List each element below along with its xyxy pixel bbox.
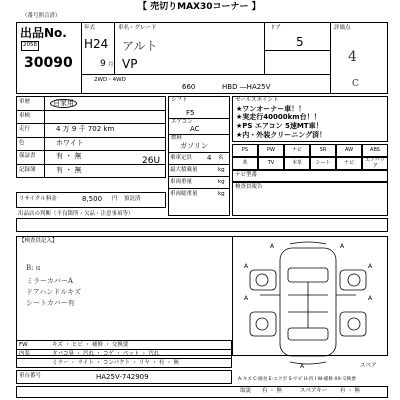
ac-label: エアコン	[171, 119, 193, 125]
inspector-label: 検査員報告	[235, 184, 263, 190]
left-table-value: 4 万 9 千 702 km	[56, 125, 115, 134]
score-value: 4	[348, 49, 357, 65]
spare-label: スペア	[360, 363, 377, 369]
bottom-cell: 有 ・ 無	[340, 388, 360, 394]
sales-point-line: ★実走行40000km台！！	[236, 113, 321, 121]
sales-point-line: ★ワンオーナー車！！	[236, 105, 306, 113]
weight-unit: kg	[218, 179, 225, 185]
left-table-label: 記録簿	[19, 167, 36, 173]
equipment-cell: ナビ	[284, 144, 310, 157]
equipment-cell: 本革	[284, 157, 310, 170]
interior-row: タバコ臭 ・ 汚れ ・ コゲ ・ ペット ・ 汚れ	[52, 351, 160, 357]
chassis-number: HA25V-742909	[96, 373, 149, 381]
inspection-note: B: u	[26, 264, 41, 272]
equipment-cell: PS	[232, 144, 258, 157]
equipment-cell: PW	[258, 144, 284, 157]
top-note: （番号照合済）	[22, 13, 61, 19]
displacement: 660	[182, 83, 196, 91]
year-label: 年式	[84, 25, 96, 31]
interior-label: 内装	[19, 351, 31, 357]
total-label: 車両総重量	[170, 191, 198, 197]
equipment-cell: TV	[258, 157, 284, 170]
capacity-unit: 名	[218, 155, 224, 161]
restriction-note: 出品店の判断（不良箇所・欠品・注意事項等）	[18, 211, 134, 217]
left-table-value: ホワイト	[56, 138, 84, 147]
recycle-value: 8,500	[82, 195, 103, 203]
lot-small-code: 2058	[21, 41, 39, 51]
model-code: HBD ―HA25V	[222, 83, 271, 91]
recycle-label: リサイクル料金	[19, 196, 57, 202]
capacity-value: 4	[207, 154, 212, 162]
fuel-label: 燃料	[171, 135, 183, 141]
year-value: H24	[84, 37, 109, 51]
equipment-cell: ABS	[362, 144, 388, 157]
damage-mark: A	[300, 363, 305, 370]
navi-label: ナビ型番	[235, 172, 258, 178]
lot-label: 出品No.	[20, 26, 67, 40]
total-unit: kg	[218, 191, 225, 197]
damage-mark: A	[244, 263, 249, 270]
capacity-label: 乗車定員	[170, 155, 193, 161]
recycle-note: 預託済	[124, 196, 141, 202]
inspection-note: シートカバー有	[26, 299, 75, 307]
inspection-label: 【検査員記入】	[19, 238, 58, 244]
ac-value: AC	[190, 125, 200, 133]
drive-label: 2WD・4WD	[94, 77, 126, 83]
bottom-row	[16, 386, 388, 398]
fw-label: FW	[19, 342, 28, 348]
name-label: 車名・グレード	[118, 25, 157, 31]
weight-label: 車両重量	[170, 179, 193, 185]
equipment-cell: AW	[336, 144, 362, 157]
damage-mark: A	[244, 295, 249, 302]
lot-number: 30090	[24, 55, 73, 71]
chassis-label: 車台番号	[19, 373, 42, 379]
sales-point-line: ★PS エアコン 5速MT車！	[236, 122, 323, 130]
equipment-cell: シート	[310, 157, 336, 170]
score-label: 評価点	[334, 25, 351, 31]
sales-points-label: セールスポイント	[235, 97, 279, 103]
left-table-label: 車検	[19, 112, 31, 119]
fw-row: キズ ・ ヒビ ・ 補修 ・ 交換要	[52, 342, 129, 348]
bottom-cell: スペアキー	[300, 388, 328, 394]
banner-title: 【 売切りMAX30コーナー 】	[138, 2, 261, 12]
car-damage-diagram	[240, 240, 380, 370]
car-name: アルト	[122, 39, 158, 53]
left-table-label: 保証書	[19, 153, 36, 160]
parts-row: ミラー ・ ライト ・ コンパクト ・ リヤ ・ 有 ・ 無	[52, 360, 179, 366]
restriction-box	[16, 218, 388, 232]
color-code: 26U	[142, 156, 161, 166]
door-value: 5	[296, 35, 304, 49]
interior-score: C	[352, 79, 359, 89]
shift-value: F5	[186, 109, 195, 117]
shift-label: シフト	[171, 97, 188, 103]
inspection-note: ドアハンドルキズ	[26, 288, 82, 296]
car-grade: VP	[122, 57, 138, 71]
month-unit: 月	[108, 62, 114, 68]
damage-mark: A	[340, 243, 345, 250]
left-table-label: 色	[19, 139, 25, 146]
bottom-cell: 有 ・ 無	[262, 388, 282, 394]
fuel-value: ガソリン	[180, 142, 208, 150]
left-table-label: 走行	[19, 126, 31, 133]
load-label: 最大積載量	[170, 167, 198, 173]
load-unit: kg	[218, 167, 225, 173]
equipment-cell: 革	[232, 157, 258, 170]
damage-legend: A-キズ C-腐食 E-エクボ S-サビ U-凹 I W-補修 XX-交換要	[238, 377, 356, 382]
month-value: 9	[100, 59, 106, 69]
bottom-cell: 取説	[240, 388, 252, 394]
equipment-cell: SR	[310, 144, 336, 157]
damage-mark: A	[270, 243, 275, 250]
left-table-value: 自家用	[50, 99, 77, 108]
damage-mark: A	[368, 295, 373, 302]
equipment-cell: エアバッグ	[362, 157, 388, 170]
inspection-note: ミラーカバーA	[26, 277, 73, 285]
left-table-value: 有 ・ 無	[56, 152, 82, 161]
equipment-cell: ナビ	[336, 157, 362, 170]
door-label: ドア	[270, 25, 281, 31]
sales-point-line: ★内・外装クリーニング済！	[236, 131, 327, 139]
recycle-unit: 円	[112, 196, 118, 202]
damage-mark: A	[368, 263, 373, 270]
left-table-label: 車歴	[19, 99, 31, 105]
left-table-value: 有 ・ 無	[56, 166, 82, 174]
